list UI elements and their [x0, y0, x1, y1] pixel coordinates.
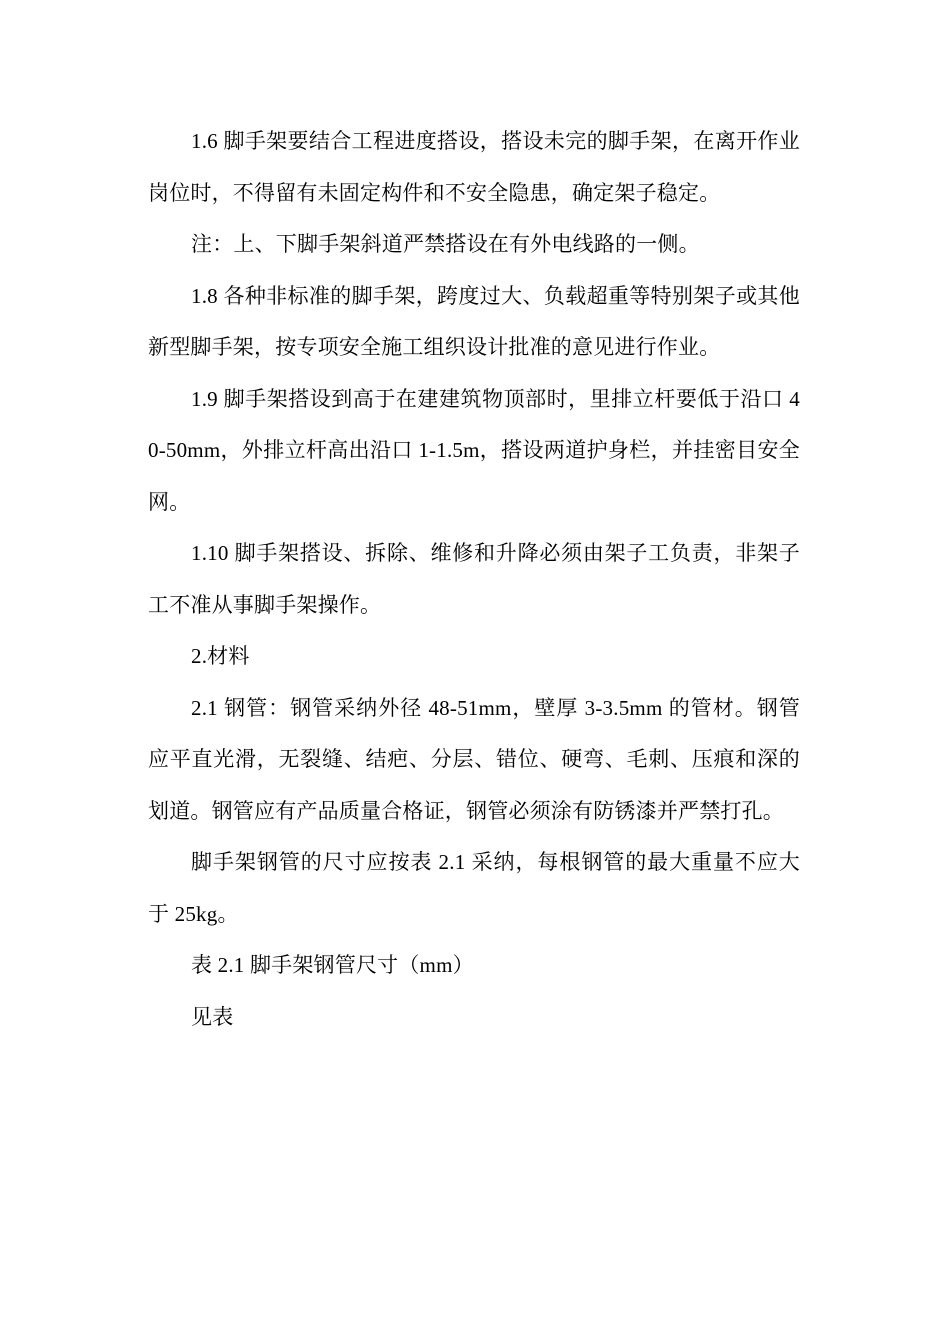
- paragraph-note: 注：上、下脚手架斜道严禁搭设在有外电线路的一侧。: [191, 232, 700, 256]
- document-body: [148, 116, 800, 1043]
- paragraph-2-1: 2.1 钢管：钢管采纳外径 48-51mm，壁厚 3-3.5mm 的管材。钢管应平直光滑，无裂缝、结疤、分层、错位、硬弯、毛刺、压痕和深的划道。钢管应有产品质量合格证，钢管必须涂有防锈漆并严禁打孔。: [148, 695, 800, 823]
- paragraph-1-8: 1.8 各种非标准的脚手架，跨度过大、负载超重等特别架子或其他新型脚手架，按专项安全施工组织设计批准的意见进行作业。: [148, 283, 800, 359]
- paragraph-1-10: 1.10 脚手架搭设、拆除、维修和升降必须由架子工负责，非架子工不准从事脚手架操作。: [148, 541, 800, 617]
- section-heading-materials: 2.材料: [191, 644, 250, 668]
- paragraph-tube-size: 脚手架钢管的尺寸应按表 2.1 采纳，每根钢管的最大重量不应大于 25kg。: [148, 850, 800, 926]
- paragraph-1-9: 1.9 脚手架搭设到高于在建建筑物顶部时，里排立杆要低于沿口 40-50mm，外排立杆高出沿口 1-1.5m，搭设两道护身栏，并挂密目安全网。: [148, 386, 800, 514]
- table-caption: 表 2.1 脚手架钢管尺寸（mm）: [191, 953, 474, 977]
- see-table-text: 见表: [191, 1004, 234, 1029]
- paragraph-1-6: 1.6 脚手架要结合工程进度搭设，搭设未完的脚手架，在离开作业岗位时，不得留有未固定构件和不安全隐患，确定架子稳定。: [148, 129, 800, 205]
